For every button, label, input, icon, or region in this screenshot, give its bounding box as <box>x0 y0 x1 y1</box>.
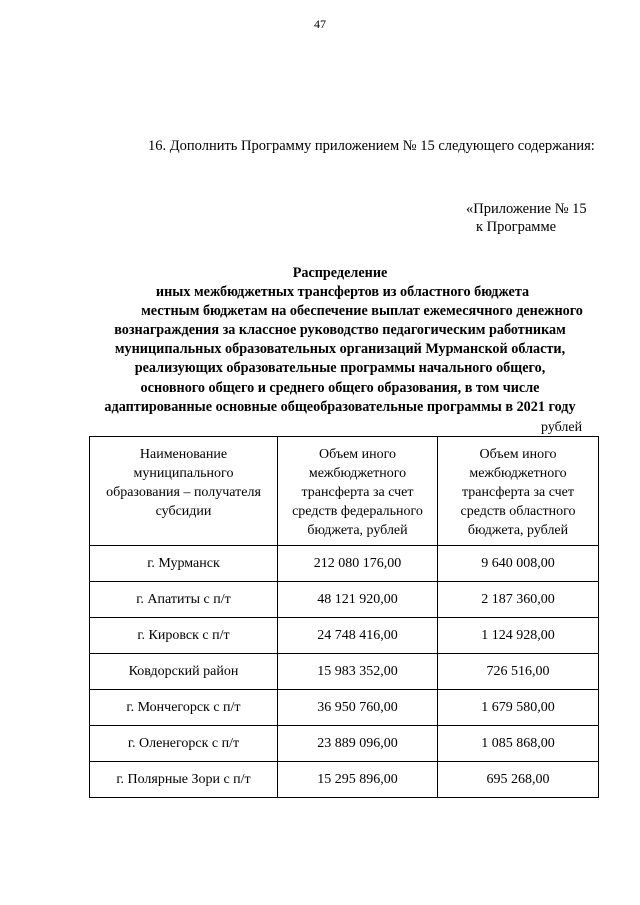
title-line: реализующих образовательные программы начального общего, <box>134 360 546 377</box>
cell-regional-amount: 1 124 928,00 <box>438 618 599 654</box>
header-text: муниципального <box>133 466 234 481</box>
header-text: межбюджетного <box>308 466 407 481</box>
title-line: местным бюджетам на обеспечение выплат ежемесячного денежного <box>141 303 583 320</box>
cell-municipality: г. Кировск с п/т <box>90 618 278 654</box>
table-row <box>90 726 599 762</box>
header-text: образования – получателя <box>106 485 261 500</box>
cell-municipality: г. Мурманск <box>90 546 278 582</box>
header-text: Объем иного <box>318 447 397 462</box>
header-regional-budget <box>438 437 599 546</box>
table-row <box>90 762 599 798</box>
page-number: 47 <box>314 17 326 31</box>
cell-municipality: г. Полярные Зори с п/т <box>90 762 278 798</box>
document-title <box>40 264 640 417</box>
cell-municipality: Ковдорский район <box>90 654 278 690</box>
cell-regional-amount: 2 187 360,00 <box>438 582 599 618</box>
appendix-reference <box>466 200 587 236</box>
table-row <box>90 582 599 618</box>
header-text: бюджета, рублей <box>467 523 569 538</box>
units-label: рублей <box>541 420 583 435</box>
title-line: адаптированные основные общеобразовательные программы в 2021 году <box>104 398 576 415</box>
header-text: трансферта за счет <box>461 485 575 500</box>
cell-regional-amount: 695 268,00 <box>438 762 599 798</box>
cell-federal-amount: 23 889 096,00 <box>278 726 438 762</box>
title-line: муниципальных образовательных организаций Мурманской области, <box>114 341 566 358</box>
table-header-row <box>90 437 599 546</box>
cell-municipality: г. Мончегорск с п/т <box>90 690 278 726</box>
cell-regional-amount: 1 679 580,00 <box>438 690 599 726</box>
header-text: бюджета, рублей <box>307 523 408 538</box>
header-text: межбюджетного <box>469 466 567 481</box>
header-text: трансферта за счет <box>301 485 414 500</box>
title-line: Распределение <box>292 265 388 281</box>
distribution-table <box>89 436 599 798</box>
intro-paragraph: 16. Дополнить Программу приложением № 15 следующего содержания: <box>148 138 595 154</box>
cell-federal-amount: 48 121 920,00 <box>278 582 438 618</box>
table-row <box>90 690 599 726</box>
header-federal-budget <box>278 437 438 546</box>
cell-regional-amount: 1 085 868,00 <box>438 726 599 762</box>
header-text: Наименование <box>139 447 228 462</box>
table-row <box>90 618 599 654</box>
header-text: средств областного <box>460 504 576 519</box>
cell-municipality: г. Апатиты с п/т <box>90 582 278 618</box>
table-row <box>90 654 599 690</box>
cell-federal-amount: 36 950 760,00 <box>278 690 438 726</box>
title-line: вознаграждения за классное руководство педагогическим работникам <box>114 322 566 339</box>
cell-municipality: г. Оленегорск с п/т <box>90 726 278 762</box>
appendix-line-1: «Приложение № 15 <box>466 201 587 217</box>
cell-regional-amount: 726 516,00 <box>438 654 599 690</box>
appendix-line-2: к Программе <box>476 219 557 235</box>
cell-federal-amount: 15 983 352,00 <box>278 654 438 690</box>
title-line: иных межбюджетных трансфертов из областного бюджета <box>155 284 530 301</box>
header-text: средств федерального <box>292 504 423 519</box>
cell-federal-amount: 212 080 176,00 <box>278 546 438 582</box>
header-text: субсидии <box>155 504 212 519</box>
header-text: Объем иного <box>479 447 557 462</box>
title-line: основного общего и среднего общего образования, в том числе <box>140 379 540 396</box>
cell-federal-amount: 24 748 416,00 <box>278 618 438 654</box>
cell-regional-amount: 9 640 008,00 <box>438 546 599 582</box>
cell-federal-amount: 15 295 896,00 <box>278 762 438 798</box>
header-municipality <box>90 437 278 546</box>
table-row <box>90 546 599 582</box>
